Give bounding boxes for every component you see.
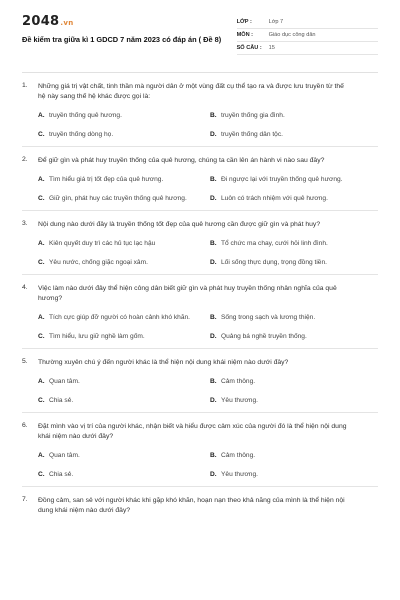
option-text: truyền thống dân tộc.: [221, 131, 283, 138]
question-text: Đặt mình vào vị trí của người khác, nhận biết và hiểu được cảm xúc của người đó là thể hiện nội dung khái niệm nào dưới đây?: [38, 423, 347, 440]
meta-key: LỚP :: [236, 19, 252, 25]
meta-row-class: [237, 16, 378, 29]
answer-options: [38, 312, 378, 342]
option-text: Luôn có trách nhiệm với quê hương.: [221, 195, 328, 202]
option-letter: C.: [38, 259, 45, 266]
header-left: [22, 14, 237, 66]
question-number: 5.: [22, 358, 28, 365]
question-text: Thường xuyên chú ý đến người khác là thể hiện nội dung khái niệm nào dưới đây?: [38, 359, 289, 366]
meta-value: Lớp 7: [268, 19, 284, 25]
site-logo[interactable]: [22, 14, 237, 29]
exam-title: Đề kiểm tra giữa kì 1 GDCD 7 năm 2023 có đáp án ( Đề 8): [22, 35, 222, 44]
option-text: Lối sống thực dụng, trọng đồng tiền.: [221, 259, 327, 266]
option-a[interactable]: [38, 450, 210, 461]
option-b[interactable]: [210, 238, 382, 249]
answer-options: [38, 376, 378, 406]
answer-options: [38, 110, 378, 140]
option-letter: D.: [210, 333, 217, 340]
option-text: truyền thống quê hương.: [49, 112, 122, 119]
option-text: Tìm hiểu giá trị tốt đẹp của quê hương.: [49, 176, 164, 183]
exam-header: [22, 14, 378, 66]
question-number: 1.: [22, 82, 28, 89]
option-letter: D.: [210, 131, 217, 138]
answer-options: [38, 238, 378, 268]
option-letter: C.: [38, 471, 45, 478]
question-text: Để giữ gìn và phát huy truyền thống của quê hương, chúng ta cần lên án hành vi nào sau đây?: [38, 157, 325, 164]
question-2: [22, 147, 378, 211]
option-letter: C.: [38, 131, 45, 138]
option-c[interactable]: [38, 395, 210, 406]
option-letter: D.: [210, 397, 217, 404]
option-letter: A.: [38, 176, 45, 183]
option-d[interactable]: [210, 331, 382, 342]
option-letter: C.: [38, 397, 45, 404]
option-c[interactable]: [38, 331, 210, 342]
question-line: [22, 220, 378, 230]
option-a[interactable]: [38, 110, 210, 121]
meta-key: MÔN :: [236, 32, 254, 38]
option-letter: D.: [210, 259, 217, 266]
option-letter: A.: [38, 378, 45, 385]
option-letter: B.: [210, 176, 217, 183]
question-5: [22, 349, 378, 413]
option-c[interactable]: [38, 193, 210, 204]
option-a[interactable]: [38, 312, 210, 323]
question-line: [22, 284, 378, 304]
question-number: 3.: [22, 220, 28, 227]
question-text: Đồng cảm, san sẻ với người khác khi gặp khó khăn, hoạn nạn theo khả năng của mình là thể hiện nội dung khái niệm nào dưới đây?: [38, 497, 345, 514]
option-text: Yêu thương.: [221, 471, 258, 478]
option-text: Yêu thương.: [221, 397, 258, 404]
option-text: truyền thống gia đình.: [221, 112, 285, 119]
option-letter: A.: [38, 240, 45, 247]
option-letter: A.: [38, 452, 45, 459]
option-text: Tổ chức ma chay, cưới hỏi linh đình.: [221, 240, 328, 247]
option-text: Quan tâm.: [49, 452, 80, 459]
option-a[interactable]: [38, 238, 210, 249]
question-line: [22, 422, 378, 442]
logo-main: 2048: [22, 14, 60, 29]
option-text: Yêu nước, chống giặc ngoại xâm.: [49, 259, 148, 266]
option-text: Cảm thông.: [221, 378, 256, 385]
option-b[interactable]: [210, 312, 382, 323]
logo-suffix: .vn: [60, 19, 74, 27]
option-letter: A.: [38, 314, 45, 321]
question-number: 7.: [22, 496, 28, 503]
option-a[interactable]: [38, 174, 210, 185]
option-d[interactable]: [210, 129, 382, 140]
option-b[interactable]: [210, 450, 382, 461]
question-text: Việc làm nào dưới đây thể hiện công dân biết giữ gìn và phát huy truyền thống nhân nghĩa của quê hương?: [38, 285, 337, 302]
answer-options: [38, 174, 378, 204]
option-d[interactable]: [210, 395, 382, 406]
meta-value: 15: [268, 45, 275, 51]
option-a[interactable]: [38, 376, 210, 387]
option-text: Kiên quyết duy trì các hủ tục lạc hậu: [49, 240, 156, 247]
question-number: 4.: [22, 284, 28, 291]
question-number: 6.: [22, 422, 28, 429]
option-text: truyền thống dòng họ.: [49, 131, 114, 138]
option-letter: A.: [38, 112, 45, 119]
option-text: Sống trong sạch và lương thiện.: [221, 314, 316, 321]
answer-options: [38, 450, 378, 480]
option-text: Quảng bá nghề truyền thống.: [221, 333, 307, 340]
option-letter: B.: [210, 314, 217, 321]
option-text: Tìm hiểu, lưu giữ nghề làm gốm.: [49, 333, 145, 340]
meta-value: Giáo dục công dân: [268, 32, 316, 38]
question-7: [22, 487, 378, 522]
question-1: [22, 73, 378, 147]
question-line: [22, 82, 378, 102]
option-text: Tích cực giúp đỡ người có hoàn cảnh khó khăn.: [49, 314, 191, 321]
question-4: [22, 275, 378, 349]
option-letter: C.: [38, 195, 45, 202]
option-text: Cảm thông.: [221, 452, 256, 459]
question-6: [22, 413, 378, 487]
meta-row-subject: [237, 29, 378, 42]
option-letter: B.: [210, 452, 217, 459]
option-text: Đi ngược lại với truyền thống quê hương.: [221, 176, 343, 183]
option-c[interactable]: [38, 257, 210, 268]
option-letter: B.: [210, 240, 217, 247]
option-b[interactable]: [210, 376, 382, 387]
question-line: [22, 358, 378, 368]
exam-meta: [237, 16, 378, 66]
option-d[interactable]: [210, 469, 382, 480]
option-c[interactable]: [38, 469, 210, 480]
option-text: Quan tâm.: [49, 378, 80, 385]
question-text: Những giá trị vật chất, tinh thần mà người dân ở một vùng đất cụ thể tạo ra và được lưu truyền từ thế hệ này sang thế hệ khác được gọi là:: [38, 83, 344, 100]
option-letter: B.: [210, 378, 217, 385]
option-d[interactable]: [210, 193, 382, 204]
option-b[interactable]: [210, 174, 382, 185]
option-c[interactable]: [38, 129, 210, 140]
question-line: [22, 156, 378, 166]
question-number: 2.: [22, 156, 28, 163]
option-letter: B.: [210, 112, 217, 119]
option-text: Giữ gìn, phát huy các truyền thống quê hương.: [49, 195, 187, 202]
option-text: Chia sẻ.: [49, 397, 74, 404]
option-b[interactable]: [210, 110, 382, 121]
option-letter: D.: [210, 195, 217, 202]
question-line: [22, 496, 378, 516]
option-text: Chia sẻ.: [49, 471, 74, 478]
option-letter: C.: [38, 333, 45, 340]
option-d[interactable]: [210, 257, 382, 268]
question-list: [22, 73, 378, 522]
meta-key: SỐ CÂU :: [236, 45, 262, 51]
question-text: Nội dung nào dưới đây là truyền thống tốt đẹp của quê hương cần được giữ gìn và phát huy?: [38, 221, 321, 228]
meta-row-count: [237, 42, 378, 55]
question-3: [22, 211, 378, 275]
option-letter: D.: [210, 471, 217, 478]
